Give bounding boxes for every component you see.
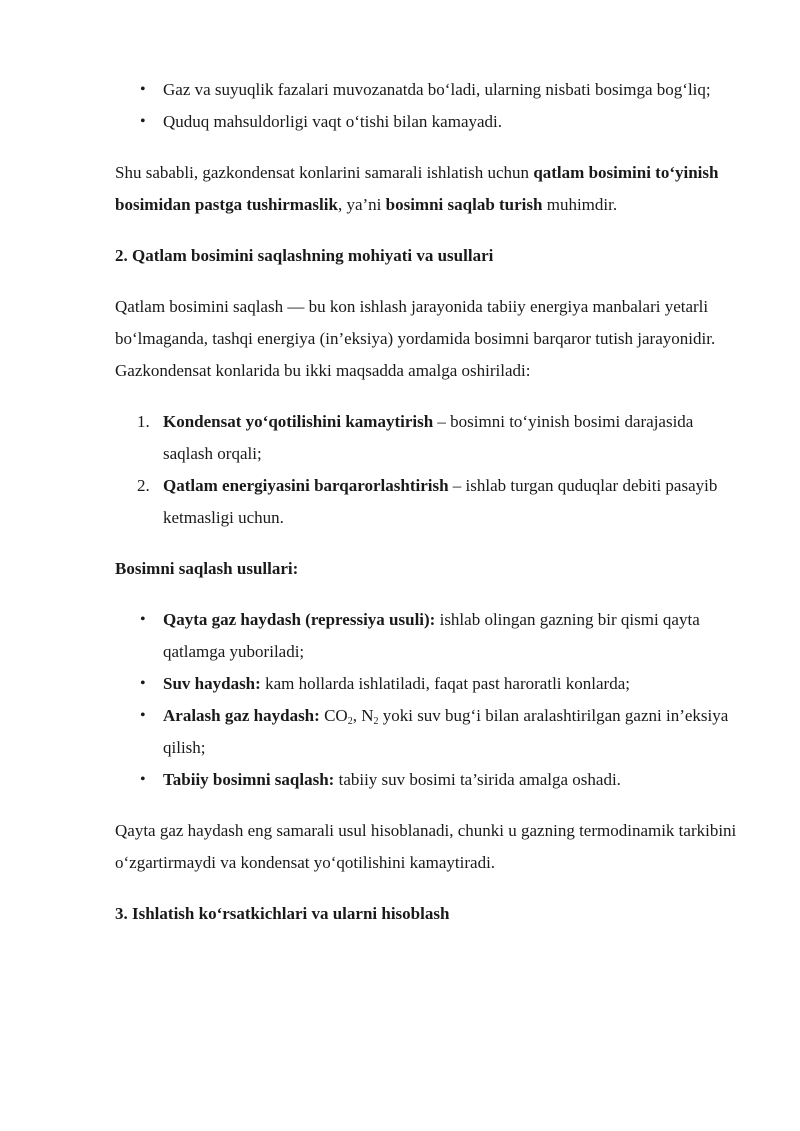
list-item: • Gaz va suyuqlik fazalari muvozanatda bo‘ladi, ularning nisbati bosimga bog‘liq; [115,74,740,106]
paragraph-text: Shu sababli, gazkondensat konlarini samarali ishlatish uchun [115,163,534,182]
list-item [115,668,740,700]
paragraph-text: muhimdir. [542,195,618,214]
methods-heading: Bosimni saqlash usullari: [115,559,299,578]
list-item-text: tabiiy suv bosimi ta’sirida amalga oshadi. [334,770,621,789]
conclusion-paragraph [115,157,740,221]
list-item-text: CO [319,706,348,725]
bold-phrase: Qatlam energiyasini barqarorlashtirish [163,476,449,495]
subscript: 2 [347,716,353,727]
list-item-text: – bosimni to‘yinish bosimi darajasida saqlash orqali; [163,412,694,463]
list-item [115,406,740,470]
bold-phrase: Tabiiy bosimni saqlash: [163,770,335,789]
intro-bullet-list [115,74,740,138]
bold-phrase: Qayta gaz haydash (repressiya usuli): [163,610,436,629]
list-item-text: – ishlab turgan quduqlar debiti pasayib ketmasligi uchun. [163,476,718,527]
list-item [115,604,740,668]
section-2-heading: 2. Qatlam bosimini saqlashning mohiyati va usullari [115,246,494,265]
paragraph-text: , ya’ni [337,195,386,214]
bold-phrase: bosimni saqlab turish [385,195,543,214]
bold-phrase: Kondensat yo‘qotilishini kamaytirish [163,412,434,431]
list-number: 2. [137,476,150,495]
methods-bullet-list [115,604,740,796]
list-item [115,764,740,796]
list-item [115,470,740,534]
closing-paragraph: Qayta gaz haydash eng samarali usul hisoblanadi, chunki u gazning termodinamik tarkibini o‘zgartirmaydi va kondensat yo‘qotilishini kamaytiradi. [115,821,737,872]
section-3-heading: 3. Ishlatish ko‘rsatkichlari va ularni hisoblash [115,904,450,923]
subscript: 2 [373,716,379,727]
list-item [115,700,740,764]
list-item: • Quduq mahsuldorligi vaqt o‘tishi bilan kamayadi. [115,106,740,138]
list-item-text: , N [352,706,374,725]
list-item-text: kam hollarda ishlatiladi, faqat past haroratli konlarda; [260,674,630,693]
list-item-text: yoki suv bug‘i bilan aralashtirilgan gazni in’eksiya qilish; [163,706,729,757]
list-item-text: ishlab olingan gazning bir qismi qayta qatlamga yuboriladi; [163,610,700,661]
bold-phrase: Aralash gaz haydash: [163,706,320,725]
section-2-paragraph: Qatlam bosimini saqlash — bu kon ishlash jarayonida tabiiy energiya manbalari yetarli bo‘lmaganda, tashqi energiya (in’eksiya) yordamida bosimni barqaror tutish jarayonidir. Gazkondensat konlarida bu ikki maqsadda amalga oshiriladi: [115,297,716,380]
bold-phrase: Suv haydash: [163,674,261,693]
bold-phrase: qatlam bosimini to‘yinish bosimidan pastga tushirmaslik [115,163,719,214]
list-number: 1. [137,412,150,431]
goals-numbered-list [115,406,740,534]
